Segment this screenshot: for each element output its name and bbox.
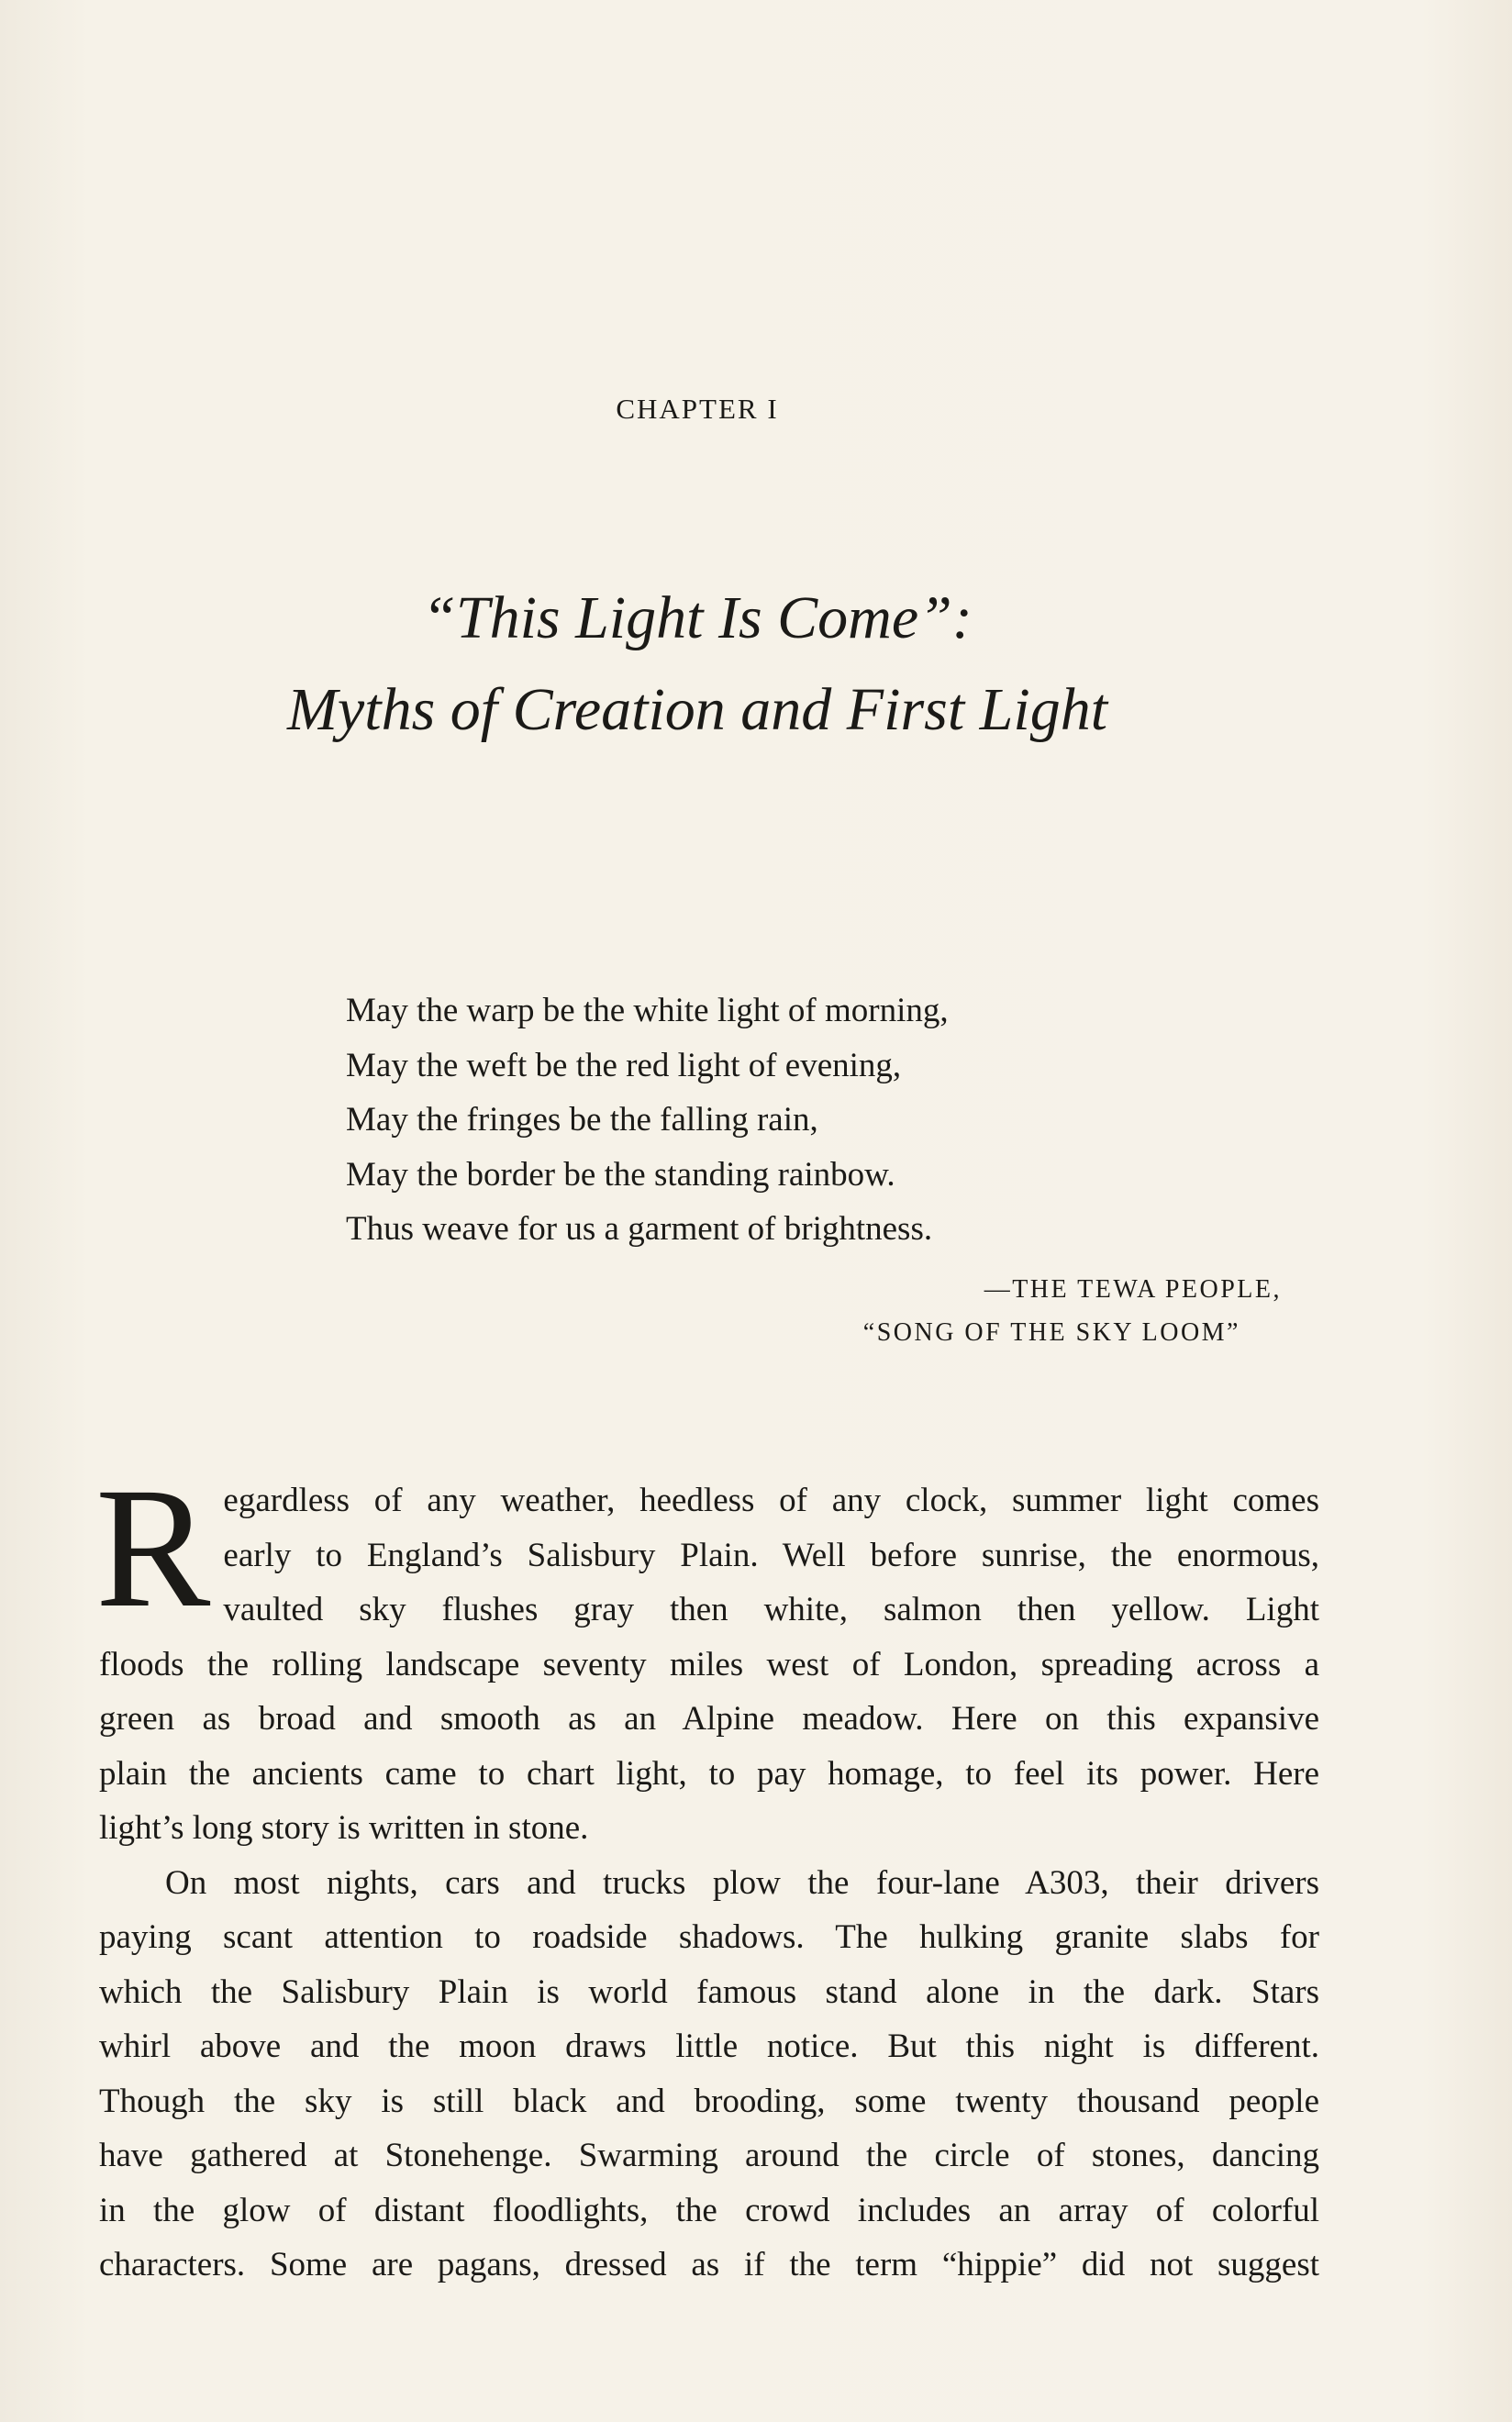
paragraph-2 — [99, 1856, 1319, 2293]
body-line: characters. Some are pagans, dressed as if the term “hippie” did not suggest — [99, 2246, 1319, 2283]
body-line: On most nights, cars and trucks plow the four-lane A303, their drivers — [165, 1863, 1319, 1902]
chapter-title-line-2: Myths of Creation and First Light — [286, 676, 1108, 743]
epigraph-line: May the weft be the red light of evening, — [346, 1046, 902, 1084]
epigraph-line: May the warp be the white light of morning, — [346, 992, 949, 1029]
paragraph-1 — [95, 1451, 1319, 1856]
body-line: paying scant attention to roadside shadows. The hulking granite slabs for — [99, 1918, 1319, 1956]
body-line: vaulted sky flushes gray then white, salmon then yellow. Light — [223, 1591, 1319, 1628]
body-line: have gathered at Stonehenge. Swarming around the circle of stones, dancing — [99, 2137, 1319, 2174]
epigraph-line: May the border be the standing rainbow. — [346, 1155, 895, 1194]
drop-cap: R — [95, 1451, 211, 1643]
body-line: Though the sky is still black and brooding, some twenty thousand people — [99, 2082, 1319, 2120]
body-line: floods the rolling landscape seventy miles west of London, spreading across a — [99, 1645, 1319, 1683]
body-line: early to England’s Salisbury Plain. Well before sunrise, the enormous, — [223, 1536, 1319, 1574]
chapter-label: CHAPTER I — [616, 393, 779, 425]
body-line: egardless of any weather, heedless of any clock, summer light comes — [223, 1482, 1319, 1519]
attribution-source: “SONG OF THE SKY LOOM” — [862, 1318, 1240, 1347]
body-line: whirl above and the moon draws little notice. But this night is different. — [99, 2028, 1319, 2065]
epigraph-line: May the fringes be the falling rain, — [346, 1101, 818, 1139]
epigraph-line: Thus weave for us a garment of brightness. — [346, 1210, 933, 1248]
body-line: light’s long story is written in stone. — [99, 1809, 589, 1847]
body-line: which the Salisbury Plain is world famous stand alone in the dark. Stars — [99, 1972, 1319, 2011]
epigraph — [346, 983, 1328, 1257]
body-line: plain the ancients came to chart light, to pay homage, to feel its power. Here — [99, 1754, 1319, 1793]
body-line: in the glow of distant floodlights, the crowd includes an array of colorful — [99, 2191, 1319, 2229]
attribution-author: —THE TEWA PEOPLE, — [984, 1275, 1282, 1304]
body-text — [95, 1451, 1319, 2293]
chapter-title — [0, 572, 1395, 756]
chapter-title-line-1: “This Light Is Come”: — [422, 584, 973, 651]
body-line: green as broad and smooth as an Alpine meadow. Here on this expansive — [99, 1700, 1319, 1738]
